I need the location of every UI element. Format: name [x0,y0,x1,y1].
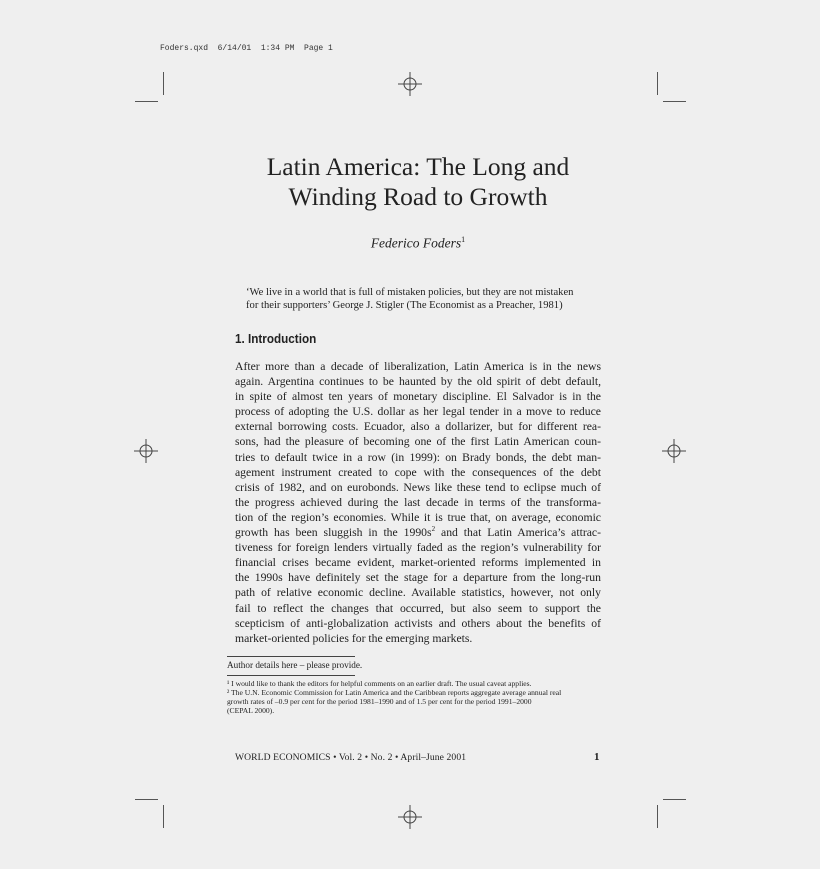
body-line: tion of the region’s economies. While it is true that, on average, economic [235,510,601,524]
footnote-rule [227,675,355,676]
body-line: crisis of 1982, and on eurobonds. News like these tend to eclipse much of [235,480,601,494]
footnote: growth rates of –0.9 per cent for the period 1981–1990 and of 1.5 per cent for the period 1991–2000 [227,697,532,706]
crop-mark [663,101,686,102]
author-name: Federico Foders [370,235,462,251]
body-line-text: growth has been sluggish in the 1990s [235,526,432,540]
epigraph [246,287,606,312]
body-line: tries to default twice in a row (in 1999): on Brady bonds, the debt man- [235,450,601,464]
body-line: path of relative economic decline. Available statistics, however, not only [235,586,601,600]
section-heading: 1. Introduction [235,331,317,346]
body-line: the 1990s have definitely set the stage for a departure from the long-run [235,571,601,585]
body-line: the progress achieved during the last decade in terms of the transforma- [235,495,601,509]
title-line: Winding Road to Growth [288,182,548,211]
registration-mark-icon [398,72,422,96]
crop-mark [163,805,164,828]
paper-title [180,152,656,212]
body-line: sons, had the pleasure of becoming one of the first Latin American coun- [235,435,601,449]
body-line: again. Argentina continues to be haunted by the old spirit of debt default, [235,375,601,389]
registration-mark-icon [662,439,686,463]
epigraph-line: for their supporters’ George J. Stigler (The Economist as a Preacher, 1981) [246,299,563,311]
body-line: market-oriented policies for the emerging markets. [235,631,473,645]
page-number: 1 [594,751,600,763]
footnote-rule [227,656,355,657]
author-note-mark: 1 [461,235,466,244]
crop-mark [663,799,686,800]
author-details: Author details here – please provide. [227,660,363,670]
body-line: in spite of almost ten years of monetary discipline. El Salvador is in the [235,390,601,404]
crop-mark [135,799,158,800]
title-line: Latin America: The Long and [266,152,570,181]
body-line: financial crises became evident, market-oriented reforms implemented in [235,556,601,570]
crop-mark [657,805,658,828]
crop-mark [135,101,158,102]
footnote: (CEPAL 2000). [227,706,275,715]
body-line [235,525,601,540]
body-line: process of adopting the U.S. dollar as her legal tender in a move to reduce [235,405,601,419]
body-line: tiveness for foreign lenders virtually faded as the region’s vulnerability for [235,541,601,555]
footnote-ref: 2 [431,525,436,534]
body-line-text: and that Latin America’s attrac- [435,526,601,540]
epigraph-line: ‘We live in a world that is full of mistaken policies, but they are not mistaken [246,287,574,298]
body-text [235,359,601,646]
footnote: ² The U.N. Economic Commission for Latin America and the Caribbean reports aggregate average annual real [227,688,562,697]
author-line [180,235,656,252]
registration-mark-icon [398,805,422,829]
footnote: ¹ I would like to thank the editors for helpful comments on an earlier draft. The usual caveat applies. [227,679,532,688]
journal-footer: WORLD ECONOMICS • Vol. 2 • No. 2 • April–June 2001 [235,752,467,763]
file-slug: Foders.qxd 6/14/01 1:34 PM Page 1 [160,44,333,53]
crop-mark [163,72,164,95]
crop-mark [657,72,658,95]
body-line: fail to reflect the changes that occurred, but also seem to support the [235,601,601,615]
body-line: After more than a decade of liberalization, Latin America is in the news [235,360,601,373]
registration-mark-icon [134,439,158,463]
body-line: external borrowing costs. Ecuador, also a dollarizer, but for different rea- [235,420,601,434]
footnotes [227,679,607,715]
body-line: scepticism of anti-globalization activists and others about the benefits of [235,616,601,630]
body-line: agement instrument created to cope with the consequences of the debt [235,465,601,479]
